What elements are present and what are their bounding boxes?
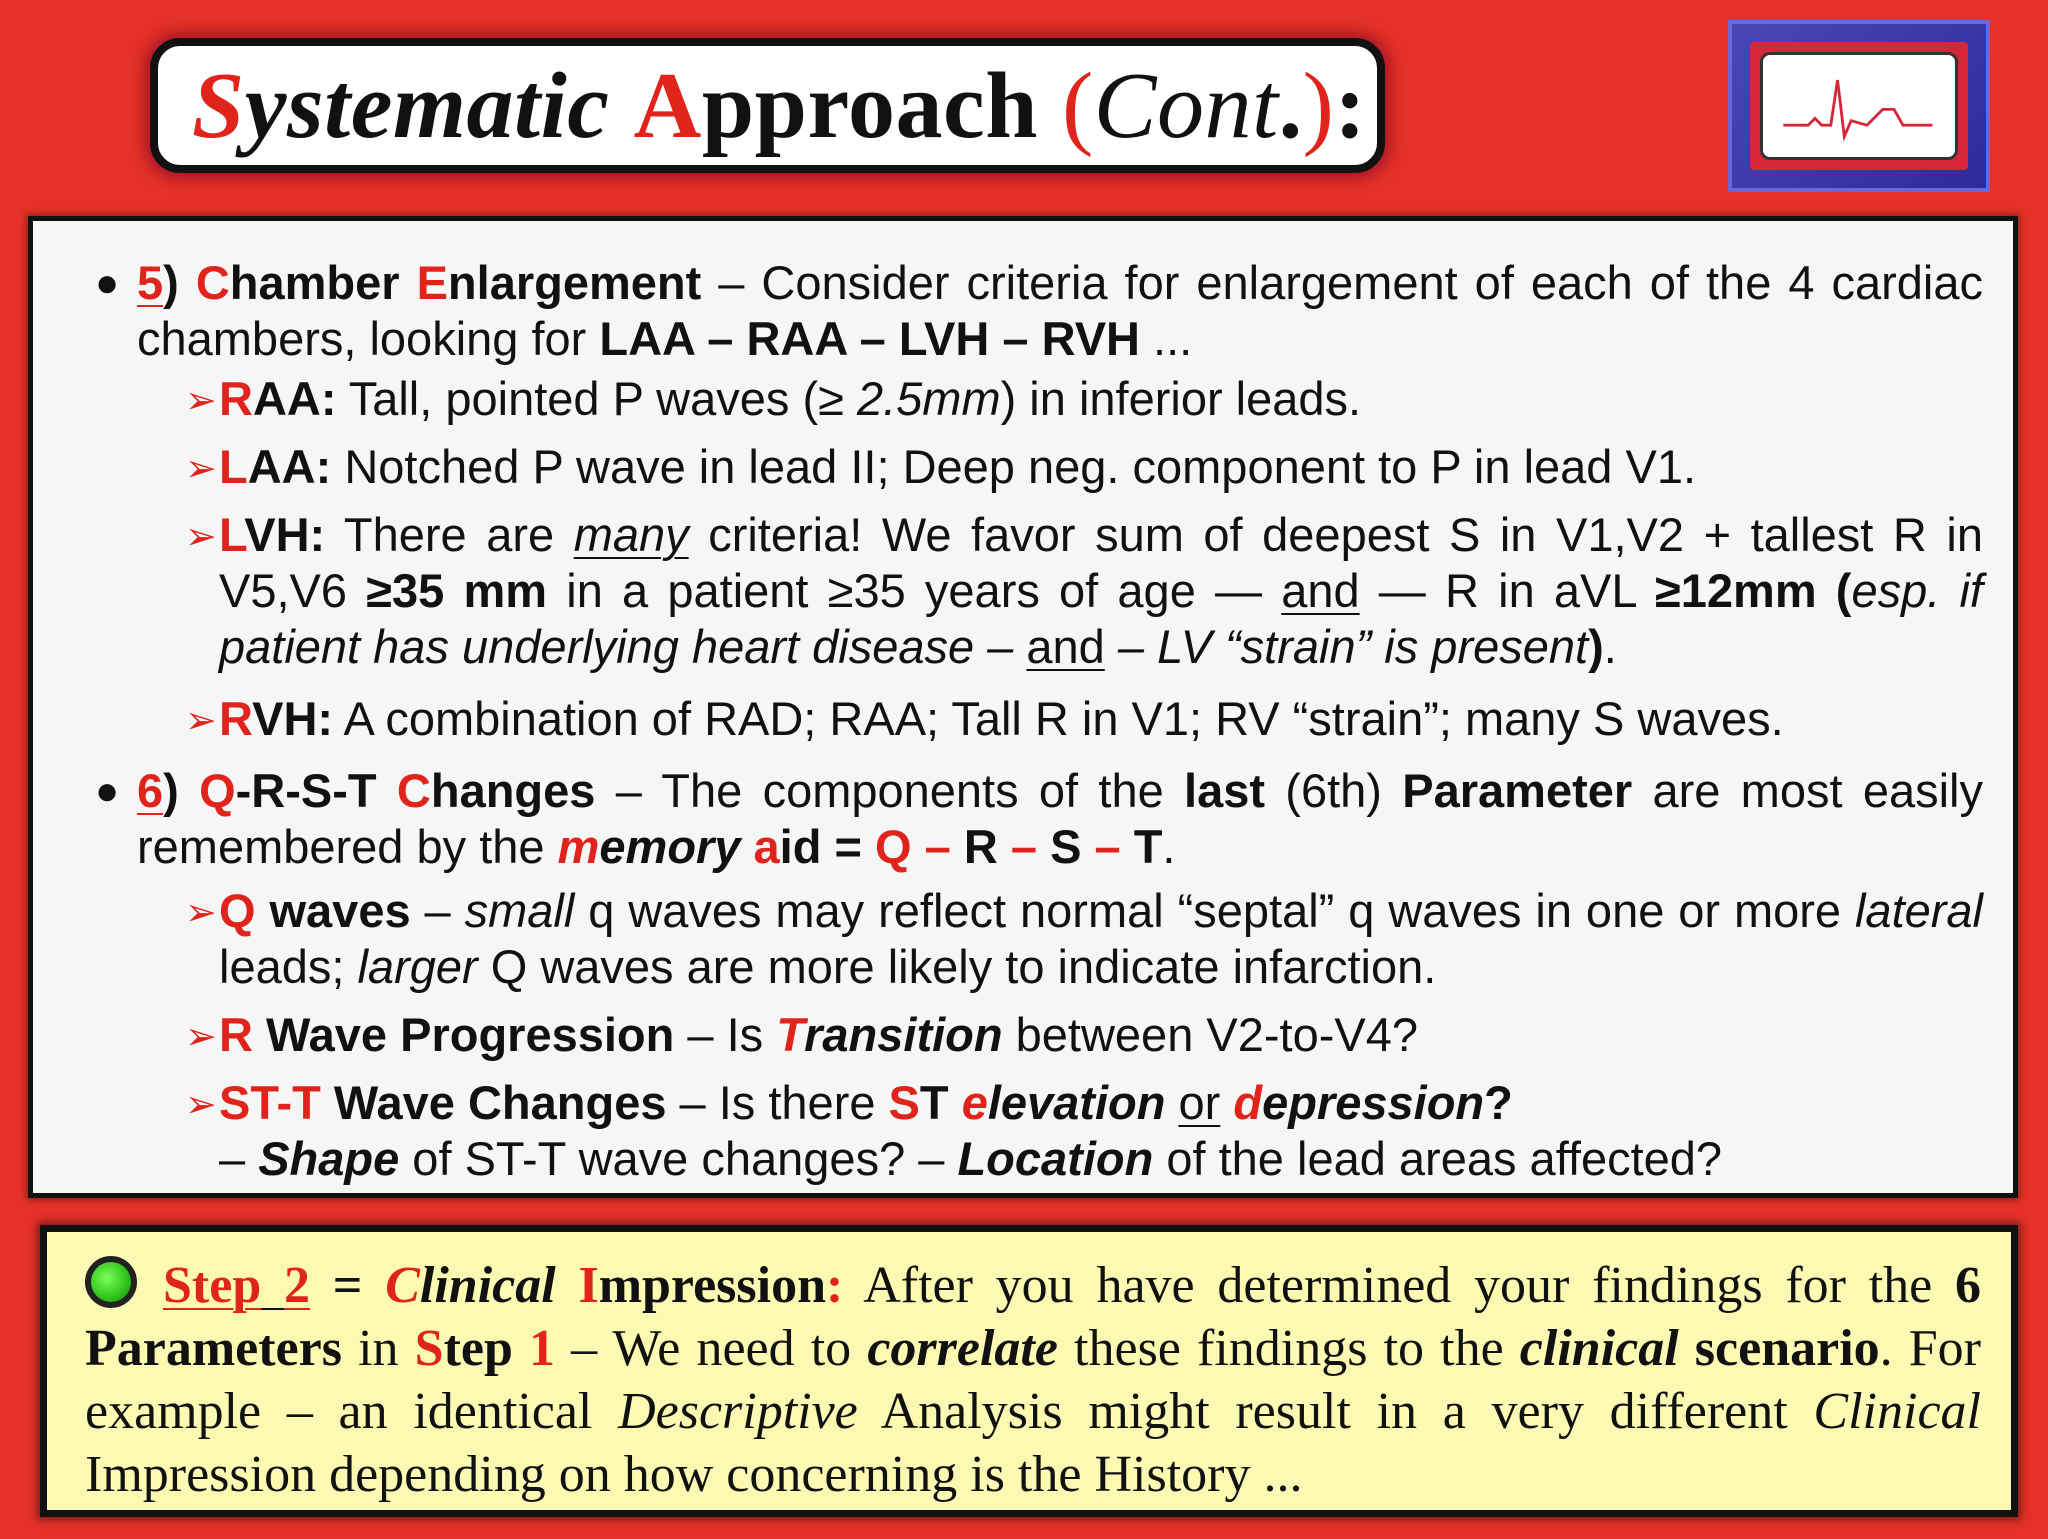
- clinical-initial: C: [385, 1257, 420, 1314]
- st-t-t5: of the lead areas affected?: [1153, 1132, 1723, 1185]
- word-scenario: scenario: [1694, 1320, 1880, 1377]
- initial-q: Q: [199, 764, 236, 817]
- r-wave-initial: R: [219, 1008, 253, 1061]
- title-initial-a: A: [633, 53, 702, 158]
- logo-screen: [1760, 52, 1958, 160]
- r-wave-label: Wave Progression: [252, 1008, 675, 1061]
- step-rest: tep: [191, 1257, 262, 1314]
- step2-t6: Analysis might result in a very different: [857, 1383, 1814, 1440]
- elevation-initial: e: [961, 1076, 988, 1129]
- initial-c: C: [195, 256, 230, 309]
- mnemonic-period: .: [1162, 820, 1176, 873]
- logo-frame: [1750, 42, 1968, 170]
- q-waves-lateral: lateral: [1854, 884, 1983, 937]
- lvh-paren-open: (: [1816, 564, 1852, 617]
- section-6-t3: are most easily remembered by the: [137, 764, 1983, 873]
- step1-initial: S: [414, 1320, 444, 1377]
- step-number: 2: [284, 1257, 311, 1314]
- q-waves-initial: Q: [219, 884, 256, 937]
- arrow-bullet-icon: ➢: [185, 892, 217, 934]
- step1-rest: tep: [443, 1320, 513, 1377]
- mnemonic-s: S: [1050, 820, 1082, 873]
- criteria-rvh: [155, 691, 1983, 747]
- step2-t1: After you have determined your findings for the: [843, 1257, 1956, 1314]
- word-emory: emory: [599, 820, 741, 873]
- title-cont: Cont: [1093, 53, 1279, 158]
- st-t-t4: of ST-T wave changes? –: [399, 1132, 958, 1185]
- chamber-list: LAA – RAA – LVH – RVH: [599, 312, 1140, 365]
- title-word-approach: pproach: [701, 53, 1038, 158]
- initial-m: m: [557, 820, 600, 873]
- bullet-icon: ●: [95, 261, 120, 305]
- word-or: or: [1178, 1076, 1221, 1129]
- criteria-lvh: [155, 507, 1983, 675]
- word-correlate: correlate: [867, 1320, 1058, 1377]
- title-paren-close: ): [1302, 53, 1335, 158]
- mnemonic-t: T: [1133, 820, 1163, 873]
- lvh-threshold-12mm: ≥12mm: [1654, 564, 1817, 617]
- step2-t2: in: [341, 1320, 415, 1377]
- main-content-panel: [28, 216, 2018, 1198]
- section-5-description: – Consider criteria for enlargement of each of the 4 cardiac chambers, looking for: [137, 256, 1984, 365]
- step-equals: =: [310, 1257, 386, 1314]
- word-nlargement: nlargement: [447, 256, 702, 309]
- st-t-t3: –: [219, 1132, 259, 1185]
- step2-t3: – We need to: [555, 1320, 868, 1377]
- criteria-raa: [155, 371, 1983, 427]
- clinical-rest: linical: [419, 1257, 556, 1314]
- lvh-label: VH:: [244, 508, 326, 561]
- arrow-bullet-icon: ➢: [185, 700, 217, 742]
- word-location: Location: [957, 1132, 1154, 1185]
- st-initial: ST: [219, 1076, 277, 1129]
- raa-label: AA:: [252, 372, 337, 425]
- title-dot: .: [1278, 53, 1303, 158]
- title-colon: :: [1334, 53, 1367, 158]
- raa-text2: ) in inferior leads.: [1000, 372, 1362, 425]
- ellipsis: ...: [1139, 312, 1193, 365]
- section-6-number: 6: [137, 764, 164, 817]
- impression-rest: mpression: [598, 1257, 826, 1314]
- section-5-text: [137, 255, 1983, 367]
- r-wave-t1: – Is: [674, 1008, 777, 1061]
- st-t-text: [219, 1075, 1983, 1187]
- word-clinical-2: Clinical: [1813, 1383, 1981, 1440]
- arrow-bullet-icon: ➢: [185, 1084, 217, 1126]
- section-qrst-changes: [67, 763, 1983, 875]
- section-5-number: 5: [137, 256, 164, 309]
- laa-label: AA:: [247, 440, 332, 493]
- change-q-waves: [155, 883, 1983, 995]
- step-space: [261, 1257, 284, 1314]
- st-dash: -: [276, 1076, 293, 1129]
- word-hanges: hanges: [430, 764, 596, 817]
- q-waves-t4: Q waves are more likely to indicate infarction.: [477, 940, 1437, 993]
- section-6-t2: (6th): [1265, 764, 1403, 817]
- impression-initial: I: [578, 1257, 599, 1314]
- lvh-text: [219, 507, 1983, 675]
- lvh-end: .: [1603, 620, 1617, 673]
- six-parameters: 6 Parameters: [85, 1257, 1982, 1377]
- elevation-rest: levation: [987, 1076, 1166, 1129]
- step-initial: S: [163, 1257, 192, 1314]
- ecg-monitor-icon: [1728, 20, 1990, 192]
- section-6-t1: – The components of the: [595, 764, 1185, 817]
- mnemonic-dash-1: –: [911, 820, 964, 873]
- q-waves-small: small: [464, 884, 575, 937]
- step2-t5: . For example – an identical: [85, 1320, 1981, 1440]
- raa-initial: R: [219, 372, 253, 425]
- depression-rest: epression: [1262, 1076, 1485, 1129]
- word-clinical: clinical: [1519, 1320, 1679, 1377]
- r-wave-t2: between V2-to-V4?: [1002, 1008, 1419, 1061]
- change-st-t-wave: [155, 1075, 1983, 1187]
- initial-a: a: [753, 820, 780, 873]
- step2-t7: Impression depending on how concerning is the History ...: [85, 1446, 1303, 1503]
- title-word-systematic: ystematic: [244, 53, 610, 158]
- q-waves-label: waves: [255, 884, 411, 937]
- step2-callout: [40, 1225, 2018, 1517]
- bullet-icon: ●: [95, 769, 120, 813]
- change-r-wave-progression: [155, 1007, 1983, 1063]
- mnemonic-r: R: [963, 820, 998, 873]
- word-id: id: [779, 820, 822, 873]
- title-paren-open: (: [1061, 53, 1094, 158]
- laa-description: Notched P wave in lead II; Deep neg. component to P in lead V1.: [331, 440, 1697, 493]
- raa-value: 2.5mm: [856, 372, 1001, 425]
- lvh-t2: criteria! We favor sum of deepest S in V1,V2 + tallest R in V5,V6: [219, 508, 1983, 617]
- lvh-initial: L: [219, 508, 245, 561]
- lvh-t1: There are: [325, 508, 574, 561]
- st-s: S: [888, 1076, 920, 1129]
- arrow-bullet-icon: ➢: [185, 1016, 217, 1058]
- st-space: [949, 1076, 962, 1129]
- word-rst: -R-S-T: [235, 764, 377, 817]
- st-t: T: [919, 1076, 949, 1129]
- word-hamber: hamber: [229, 256, 400, 309]
- t-initial: T: [292, 1076, 321, 1129]
- title-initial-s: S: [192, 53, 245, 158]
- transition-rest: ransition: [804, 1008, 1003, 1061]
- ecg-trace-icon: [1763, 55, 1955, 157]
- rvh-text: [219, 691, 1983, 747]
- section-6-paren: ): [163, 764, 179, 817]
- mnemonic-dash-2: –: [997, 820, 1051, 873]
- section-chamber-enlargement: [67, 255, 1983, 367]
- rvh-initial: R: [219, 692, 253, 745]
- arrow-bullet-icon: ➢: [185, 380, 217, 422]
- lvh-and1: and: [1281, 564, 1360, 617]
- lvh-and2: and: [1026, 620, 1105, 673]
- page-title: [150, 38, 1385, 173]
- criteria-laa: [155, 439, 1983, 495]
- initial-c2: C: [396, 764, 431, 817]
- word-last: last: [1184, 764, 1266, 817]
- st-t-t1: – Is there: [666, 1076, 889, 1129]
- step2-paragraph: [85, 1254, 1981, 1506]
- q-waves-larger: larger: [357, 940, 478, 993]
- rvh-description: A combination of RAD; RAA; Tall R in V1; RV “strain”; many S waves.: [333, 692, 1784, 745]
- lvh-t3: in a patient ≥35 years of age —: [547, 564, 1282, 617]
- section-6-text: [137, 763, 1983, 875]
- rvh-label: VH:: [252, 692, 334, 745]
- lvh-threshold-35mm: ≥35 mm: [366, 564, 548, 617]
- depression-initial: d: [1233, 1076, 1263, 1129]
- q-waves-t2: q waves may reflect normal “septal” q waves in one or more: [574, 884, 1855, 937]
- q-waves-text: [219, 883, 1983, 995]
- mnemonic-dash-3: –: [1081, 820, 1134, 873]
- raa-text1: Tall, pointed P waves (≥: [336, 372, 857, 425]
- equals: =: [821, 820, 876, 873]
- st-t-label: Wave Changes: [320, 1076, 667, 1129]
- green-dot-icon: [85, 1256, 137, 1308]
- raa-text: [219, 371, 1983, 427]
- q-waves-t1: –: [410, 884, 465, 937]
- laa-text: [219, 439, 1983, 495]
- word-descriptive: Descriptive: [618, 1383, 858, 1440]
- section-5-paren: ): [163, 256, 179, 309]
- lvh-strain: – LV “strain” is present: [1104, 620, 1589, 673]
- mnemonic-q: Q: [875, 820, 912, 873]
- transition-initial: T: [776, 1008, 805, 1061]
- arrow-bullet-icon: ➢: [185, 516, 217, 558]
- word-shape: Shape: [258, 1132, 400, 1185]
- lvh-many: many: [573, 508, 689, 561]
- lvh-t4: — R in aVL: [1359, 564, 1655, 617]
- initial-e: E: [416, 256, 448, 309]
- lvh-paren-close: ): [1588, 620, 1604, 673]
- lvh-esp: esp. if patient has underlying heart disease –: [219, 564, 1983, 673]
- step1-number: 1: [529, 1320, 556, 1377]
- arrow-bullet-icon: ➢: [185, 448, 217, 490]
- step2-colon: :: [825, 1257, 844, 1314]
- question-mark: ?: [1484, 1076, 1513, 1129]
- laa-initial: L: [219, 440, 248, 493]
- step2-t4: these findings to the: [1057, 1320, 1520, 1377]
- r-wave-text: [219, 1007, 1983, 1063]
- q-waves-t3: leads;: [219, 940, 358, 993]
- word-parameter: Parameter: [1402, 764, 1633, 817]
